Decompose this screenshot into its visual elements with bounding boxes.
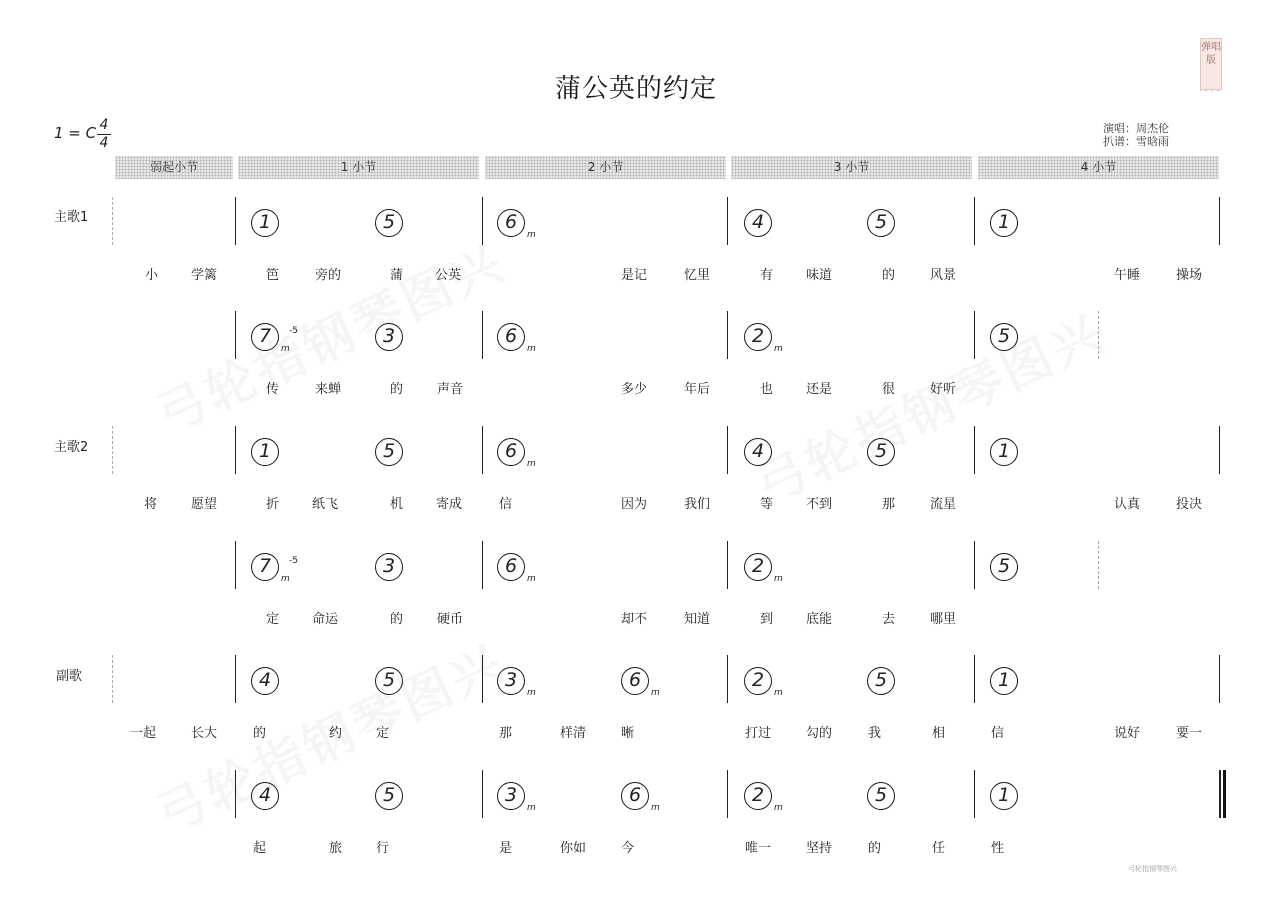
chord-minor-mark: m bbox=[774, 688, 783, 698]
chord-minor-mark: m bbox=[774, 344, 783, 354]
lyric: 来蝉 bbox=[315, 382, 342, 397]
chord-degree: 2 bbox=[744, 553, 772, 581]
bar-line bbox=[482, 426, 483, 474]
lyric: 小 bbox=[145, 268, 159, 283]
chord-minor-mark: m bbox=[774, 803, 783, 813]
chord-degree: 7 bbox=[251, 323, 279, 351]
lyric: 风景 bbox=[930, 268, 957, 283]
lyric: 蒲 bbox=[390, 268, 404, 283]
lyric: 唯一 bbox=[745, 841, 772, 856]
bar-line bbox=[727, 426, 728, 474]
chord-minor-mark: m bbox=[281, 344, 290, 354]
bar-line bbox=[727, 770, 728, 818]
chord-flat5-mark: -5 bbox=[289, 326, 298, 336]
lyric: 因为 bbox=[621, 497, 648, 512]
lyric: 勾的 bbox=[806, 726, 833, 741]
key-signature: 1 = C bbox=[54, 124, 97, 142]
chord-degree: 4 bbox=[744, 209, 772, 237]
lyric: 那 bbox=[882, 497, 896, 512]
chord-degree: 6 bbox=[621, 782, 649, 810]
lyric: 操场 bbox=[1176, 268, 1203, 283]
section-label-verse2: 主歌2 bbox=[54, 440, 89, 455]
lyric: 学篱 bbox=[191, 268, 218, 283]
bar-line bbox=[974, 311, 975, 359]
lyric: 愿望 bbox=[191, 497, 218, 512]
chord-degree: 5 bbox=[867, 438, 895, 466]
lyric: 到 bbox=[760, 612, 774, 627]
bar-line bbox=[727, 541, 728, 589]
chord-degree: 5 bbox=[375, 438, 403, 466]
lyric: 去 bbox=[882, 612, 896, 627]
chord-degree: 1 bbox=[990, 782, 1018, 810]
chord-degree: 4 bbox=[251, 667, 279, 695]
measure-header-3: 3 小节 bbox=[731, 156, 972, 179]
chord-degree: 6 bbox=[497, 553, 525, 581]
lyric: 晰 bbox=[621, 726, 635, 741]
chord-degree: 2 bbox=[744, 323, 772, 351]
chord-degree: 4 bbox=[251, 782, 279, 810]
chord-degree: 3 bbox=[375, 323, 403, 351]
lyric: 不到 bbox=[806, 497, 833, 512]
lyric: 机 bbox=[390, 497, 404, 512]
credits bbox=[1103, 122, 1169, 148]
chord-minor-mark: m bbox=[651, 688, 660, 698]
lyric: 的 bbox=[882, 268, 896, 283]
bar-line bbox=[974, 197, 975, 245]
lyric: 很 bbox=[882, 382, 896, 397]
lyric: 今 bbox=[621, 841, 635, 856]
lyric: 信 bbox=[991, 726, 1005, 741]
bar-line bbox=[482, 655, 483, 703]
lyric: 好听 bbox=[930, 382, 957, 397]
lyric: 纸飞 bbox=[312, 497, 339, 512]
bar-line bbox=[974, 655, 975, 703]
lyric: 旁的 bbox=[315, 268, 342, 283]
time-signature bbox=[97, 118, 111, 151]
lyric: 哪里 bbox=[930, 612, 957, 627]
chord-minor-mark: m bbox=[527, 230, 536, 240]
singer-credit: 演唱：周杰伦 bbox=[1103, 122, 1169, 135]
song-title: 蒲公英的约定 bbox=[554, 74, 717, 104]
lyric: 忆里 bbox=[684, 268, 711, 283]
measure-header-4: 4 小节 bbox=[978, 156, 1219, 179]
lyric: 投决 bbox=[1176, 497, 1203, 512]
chord-degree: 6 bbox=[497, 323, 525, 351]
bar-line bbox=[235, 655, 236, 703]
lyric: 样清 bbox=[560, 726, 587, 741]
lyric: 传 bbox=[266, 382, 280, 397]
lyric: 你如 bbox=[560, 841, 587, 856]
lyric: 我 bbox=[868, 726, 882, 741]
final-bar-thin bbox=[1219, 770, 1221, 818]
lyric: 的 bbox=[868, 841, 882, 856]
footer-mark: 弓轮指钢琴图兴 bbox=[1128, 865, 1177, 872]
lyric: 折 bbox=[266, 497, 280, 512]
chord-degree: 1 bbox=[990, 438, 1018, 466]
lyric: 声音 bbox=[437, 382, 464, 397]
lyric: 年后 bbox=[684, 382, 711, 397]
chord-degree: 5 bbox=[990, 323, 1018, 351]
lyric: 定 bbox=[376, 726, 390, 741]
lyric: 的 bbox=[390, 612, 404, 627]
measure-header-1: 1 小节 bbox=[238, 156, 479, 179]
measure-header-2: 2 小节 bbox=[485, 156, 726, 179]
lyric: 我们 bbox=[684, 497, 711, 512]
watermark bbox=[742, 293, 1115, 518]
lyric: 还是 bbox=[806, 382, 833, 397]
meter-bottom: 4 bbox=[99, 135, 109, 151]
lyric: 公英 bbox=[435, 268, 462, 283]
chord-degree: 5 bbox=[375, 667, 403, 695]
chord-degree: 2 bbox=[744, 782, 772, 810]
lyric: 命运 bbox=[312, 612, 339, 627]
lyric: 将 bbox=[144, 497, 158, 512]
lyric: 性 bbox=[991, 841, 1005, 856]
lyric: 打过 bbox=[745, 726, 772, 741]
lyric: 硬币 bbox=[437, 612, 464, 627]
bar-line bbox=[482, 541, 483, 589]
row-end-dash bbox=[1098, 311, 1099, 359]
lyric: 定 bbox=[266, 612, 280, 627]
chord-degree: 6 bbox=[497, 438, 525, 466]
lyric: 信 bbox=[499, 497, 513, 512]
lyric: 等 bbox=[760, 497, 774, 512]
chord-degree: 3 bbox=[497, 667, 525, 695]
chord-degree: 3 bbox=[497, 782, 525, 810]
lyric: 知道 bbox=[684, 612, 711, 627]
arranger-credit: 扒谱：雪晗雨 bbox=[1103, 135, 1169, 148]
lyric: 要一 bbox=[1176, 726, 1203, 741]
lyric: 多少 bbox=[621, 382, 648, 397]
lyric: 是 bbox=[499, 841, 513, 856]
bar-line bbox=[235, 770, 236, 818]
chord-minor-mark: m bbox=[527, 459, 536, 469]
bar-line bbox=[727, 655, 728, 703]
chord-minor-mark: m bbox=[527, 688, 536, 698]
bar-line bbox=[727, 311, 728, 359]
pickup-dash-line bbox=[112, 426, 113, 474]
section-label-verse1: 主歌1 bbox=[54, 210, 89, 225]
lyric: 寄成 bbox=[436, 497, 463, 512]
chord-minor-mark: m bbox=[527, 803, 536, 813]
lyric: 午睡 bbox=[1114, 268, 1141, 283]
chord-minor-mark: m bbox=[527, 574, 536, 584]
bar-line bbox=[974, 426, 975, 474]
chord-degree: 3 bbox=[375, 553, 403, 581]
chord-degree: 1 bbox=[990, 667, 1018, 695]
chord-degree: 4 bbox=[744, 438, 772, 466]
lyric: 起 bbox=[253, 841, 267, 856]
lyric: 任 bbox=[932, 841, 946, 856]
lyric: 坚持 bbox=[806, 841, 833, 856]
lyric: 味道 bbox=[806, 268, 833, 283]
bar-line bbox=[482, 770, 483, 818]
bar-line bbox=[235, 311, 236, 359]
lyric: 是记 bbox=[621, 268, 648, 283]
measure-header-pickup: 弱起小节 bbox=[115, 156, 233, 179]
bar-line bbox=[1219, 655, 1220, 703]
chord-minor-mark: m bbox=[527, 344, 536, 354]
chord-degree: 1 bbox=[990, 209, 1018, 237]
bar-line bbox=[235, 197, 236, 245]
bar-line bbox=[482, 197, 483, 245]
bar-line bbox=[1219, 426, 1220, 474]
chord-degree: 5 bbox=[375, 209, 403, 237]
lyric: 那 bbox=[499, 726, 513, 741]
chord-degree: 5 bbox=[867, 667, 895, 695]
chord-minor-mark: m bbox=[774, 574, 783, 584]
lyric: 旅 bbox=[329, 841, 343, 856]
row-end-dash bbox=[1098, 541, 1099, 589]
lyric: 相 bbox=[932, 726, 946, 741]
lyric: 行 bbox=[376, 841, 390, 856]
lyric: 底能 bbox=[806, 612, 833, 627]
version-stamp: 弹唱版 bbox=[1200, 38, 1222, 90]
chord-degree: 1 bbox=[251, 209, 279, 237]
chord-minor-mark: m bbox=[281, 574, 290, 584]
lyric: 一起 bbox=[130, 726, 157, 741]
lyric: 有 bbox=[760, 268, 774, 283]
chord-degree: 1 bbox=[251, 438, 279, 466]
chord-degree: 7 bbox=[251, 553, 279, 581]
bar-line bbox=[235, 541, 236, 589]
lyric: 笆 bbox=[266, 268, 280, 283]
bar-line bbox=[974, 770, 975, 818]
chord-degree: 6 bbox=[621, 667, 649, 695]
pickup-dash-line bbox=[112, 197, 113, 245]
chord-degree: 5 bbox=[990, 553, 1018, 581]
bar-line bbox=[974, 541, 975, 589]
chord-degree: 5 bbox=[375, 782, 403, 810]
watermark bbox=[142, 223, 515, 448]
chord-minor-mark: m bbox=[651, 803, 660, 813]
lyric: 也 bbox=[760, 382, 774, 397]
chord-degree: 5 bbox=[867, 209, 895, 237]
pickup-dash-line bbox=[112, 655, 113, 703]
section-label-chorus: 副歌 bbox=[56, 669, 83, 684]
lyric: 的 bbox=[253, 726, 267, 741]
lyric: 的 bbox=[390, 382, 404, 397]
lyric: 流星 bbox=[930, 497, 957, 512]
bar-line bbox=[235, 426, 236, 474]
lyric: 长大 bbox=[191, 726, 218, 741]
chord-degree: 5 bbox=[867, 782, 895, 810]
bar-line bbox=[727, 197, 728, 245]
bar-line bbox=[1219, 197, 1220, 245]
chord-degree: 6 bbox=[497, 209, 525, 237]
bar-line bbox=[482, 311, 483, 359]
lyric: 约 bbox=[329, 726, 343, 741]
lyric: 却不 bbox=[621, 612, 648, 627]
meter-top: 4 bbox=[99, 117, 109, 133]
chord-degree: 2 bbox=[744, 667, 772, 695]
lyric: 说好 bbox=[1114, 726, 1141, 741]
chord-flat5-mark: -5 bbox=[289, 556, 298, 566]
final-bar-thick bbox=[1223, 770, 1226, 818]
lyric: 认真 bbox=[1114, 497, 1141, 512]
